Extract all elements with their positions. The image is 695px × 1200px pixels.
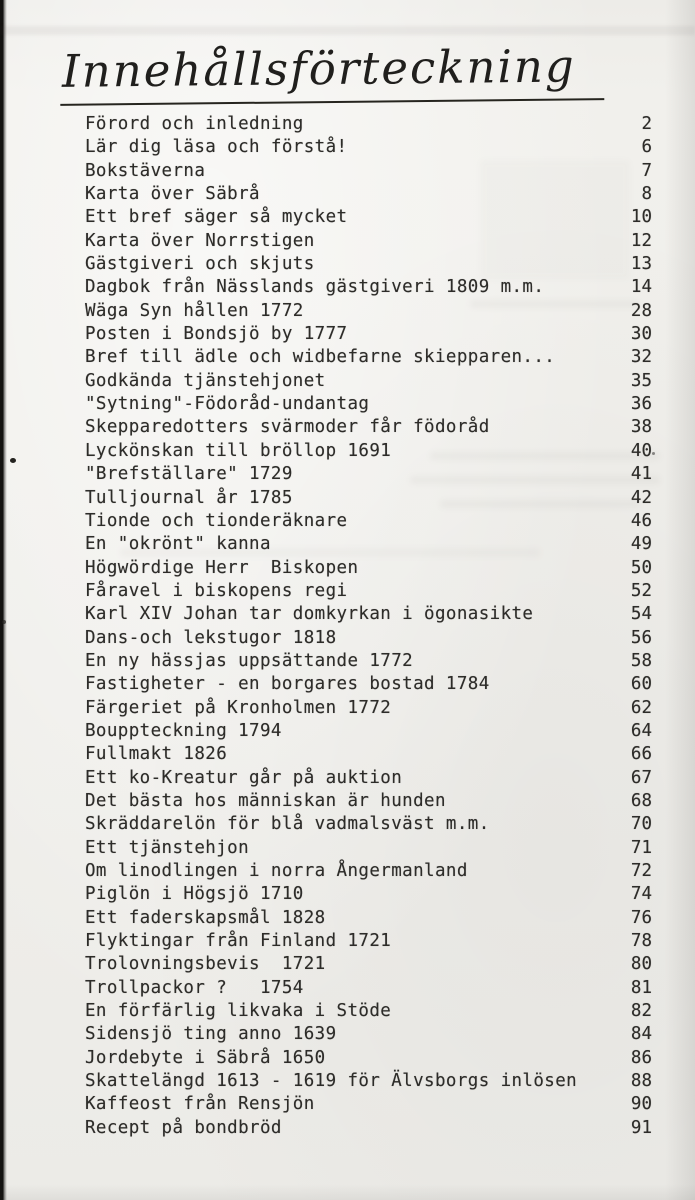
toc-entry-page-number: 64 — [630, 720, 652, 741]
toc-entry-row — [85, 510, 652, 533]
toc-entry-title: Fastigheter - en borgares bostad 1784 — [85, 674, 490, 695]
toc-entry-row — [85, 183, 652, 206]
toc-entry-title: Dagbok från Nässlands gästgiveri 1809 m.m. — [85, 277, 545, 298]
toc-entry-page-number: 46 — [630, 510, 652, 531]
toc-entry-page-number: 80 — [630, 954, 652, 975]
toc-entry-page-number: 86 — [630, 1047, 652, 1068]
toc-entry-row — [85, 487, 652, 510]
ink-speck — [2, 620, 6, 624]
toc-entry-title: Dans-och lekstugor 1818 — [85, 627, 337, 648]
toc-entry-title: En förfärlig likvaka i Stöde — [85, 1001, 392, 1022]
toc-entry-page-number: 66 — [630, 744, 652, 765]
toc-entry-title: Kaffeost från Rensjön — [85, 1094, 315, 1115]
toc-entry-page-number: 74 — [630, 884, 652, 905]
toc-entry-row — [85, 860, 652, 883]
toc-entry-title: Karta över Norrstigen — [85, 230, 315, 251]
toc-entry-row — [85, 743, 652, 766]
toc-entry-title: Tulljournal år 1785 — [85, 487, 293, 508]
toc-entry-title: Wäga Syn hållen 1772 — [85, 300, 304, 321]
toc-entry-title: Ett ko-Kreatur går på auktion — [85, 767, 403, 788]
toc-entry-title: Det bästa hos människan är hunden — [85, 790, 446, 811]
toc-entry-page-number: 10 — [630, 207, 652, 228]
toc-entry-title: Recept på bondbröd — [85, 1117, 282, 1138]
toc-entry-page-number: 41 — [630, 464, 652, 485]
toc-entry-title: Bokstäverna — [85, 160, 206, 181]
toc-entry-page-number: 70 — [630, 814, 652, 835]
toc-entry-row — [85, 160, 652, 183]
toc-entry-row — [85, 813, 652, 836]
toc-entry-title: Karl XIV Johan tar domkyrkan i ögonasikte — [85, 604, 534, 625]
toc-entry-page-number: 84 — [630, 1024, 652, 1045]
toc-entry-row — [85, 1000, 652, 1023]
toc-entry-row — [85, 603, 652, 626]
toc-entry-row — [85, 883, 652, 906]
toc-entry-page-number: 2 — [641, 114, 652, 134]
toc-entry-row — [85, 1023, 652, 1046]
toc-entry-title: Högwördige Herr Biskopen — [85, 557, 359, 578]
scan-edge-left — [0, 0, 7, 1200]
toc-entry-title: Skepparedotters svärmoder får födoråd — [85, 417, 490, 438]
toc-entry-page-number: 54 — [630, 604, 652, 625]
toc-entry-row — [85, 627, 652, 650]
toc-entry-row — [85, 323, 652, 346]
toc-entry-row — [85, 1117, 652, 1140]
toc-entry-title: Karta över Säbrå — [85, 184, 260, 205]
toc-entry-title: Tionde och tionderäknare — [85, 510, 348, 531]
toc-entry-page-number: 72 — [630, 861, 652, 881]
toc-entry-page-number: 32 — [630, 347, 652, 368]
toc-entry-page-number: 68 — [630, 790, 652, 811]
toc-entry-row — [85, 393, 652, 416]
toc-entry-title: Piglön i Högsjö 1710 — [85, 884, 304, 905]
toc-entry-row — [85, 650, 652, 673]
toc-entry-page-number: 90 — [630, 1094, 652, 1115]
toc-entry-page-number: 56 — [630, 627, 652, 648]
toc-entry-row — [85, 113, 652, 136]
toc-entry-title: Flyktingar från Finland 1721 — [85, 931, 392, 952]
toc-entry-page-number: 38 — [630, 417, 652, 438]
toc-entry-page-number: 81 — [630, 977, 652, 998]
toc-entry-title: Bouppteckning 1794 — [85, 720, 282, 741]
toc-entry-title: En "okrönt" kanna — [85, 534, 271, 555]
toc-entry-row — [85, 300, 652, 323]
toc-entry-page-number: 35 — [630, 370, 652, 391]
toc-entry-row — [85, 370, 652, 393]
toc-entry-title: Posten i Bondsjö by 1777 — [85, 324, 348, 345]
scan-edge-right — [665, 0, 695, 1200]
toc-entry-row — [85, 136, 652, 159]
toc-entry-row — [85, 837, 652, 860]
toc-entry-row — [85, 346, 652, 369]
toc-entry-title: Lär dig läsa och förstå! — [85, 137, 348, 158]
toc-entry-title: Jordebyte i Säbrå 1650 — [85, 1047, 326, 1068]
toc-entry-title: En ny hässjas uppsättande 1772 — [85, 650, 414, 671]
toc-entry-page-number: 8 — [641, 184, 652, 205]
toc-entry-title: Ett faderskapsmål 1828 — [85, 907, 326, 928]
toc-entry-row — [85, 673, 652, 696]
toc-entry-row — [85, 557, 652, 580]
toc-entry-page-number: 40 — [630, 440, 652, 461]
toc-entry-page-number: 6 — [641, 137, 652, 158]
scan-band-top — [0, 26, 695, 35]
toc-entry-row — [85, 253, 652, 276]
toc-entry-page-number: 14 — [630, 277, 652, 298]
toc-entry-row — [85, 953, 652, 976]
toc-entry-row — [85, 1070, 652, 1093]
toc-entry-row — [85, 720, 652, 743]
ink-speck — [652, 452, 655, 455]
toc-entry-page-number: 82 — [630, 1001, 652, 1022]
toc-entry-title: Om linodlingen i norra Ångermanland — [85, 861, 468, 881]
toc-entry-title: Bref till ädle och widbefarne skiepparen... — [85, 347, 556, 368]
toc-entry-row — [85, 790, 652, 813]
toc-entry-row — [85, 206, 652, 229]
page-title: Innehållsförteckning — [60, 39, 604, 106]
toc-entry-row — [85, 416, 652, 439]
ink-speck — [10, 458, 16, 463]
toc-entry-row — [85, 276, 652, 299]
toc-entry-row — [85, 230, 652, 253]
toc-entry-row — [85, 767, 652, 790]
toc-entry-page-number: 12 — [630, 230, 652, 251]
toc-entry-title: Skräddarelön för blå vadmalsväst m.m. — [85, 814, 490, 835]
toc-entry-title: Ett tjänstehjon — [85, 837, 250, 858]
toc-entry-title: Fåravel i biskopens regi — [85, 580, 348, 601]
toc-entry-title: Förord och inledning — [85, 114, 304, 134]
toc-entry-row — [85, 580, 652, 603]
toc-entry-title: Lyckönskan till bröllop 1691 — [85, 440, 392, 461]
toc-entry-page-number: 13 — [630, 254, 652, 275]
toc-entry-page-number: 58 — [630, 650, 652, 671]
toc-entry-title: Fullmakt 1826 — [85, 744, 228, 765]
toc-entry-row — [85, 977, 652, 1000]
toc-entry-row — [85, 463, 652, 486]
toc-entry-page-number: 76 — [630, 907, 652, 928]
toc-entry-title: Trolovningsbevis 1721 — [85, 954, 326, 975]
toc-entry-page-number: 42 — [630, 487, 652, 508]
toc-entry-row — [85, 533, 652, 556]
toc-entry-title: Gästgiveri och skjuts — [85, 254, 315, 275]
scan-edge-bottom — [0, 1184, 695, 1200]
toc-entry-page-number: 88 — [630, 1071, 652, 1092]
toc-entry-page-number: 67 — [630, 767, 652, 788]
toc-entry-title: Färgeriet på Kronholmen 1772 — [85, 697, 392, 718]
toc-entry-title: Godkända tjänstehjonet — [85, 370, 326, 391]
toc-entry-page-number: 71 — [630, 837, 652, 858]
toc-entry-row — [85, 907, 652, 930]
toc-entry-page-number: 52 — [630, 580, 652, 601]
toc-entry-page-number: 62 — [630, 697, 652, 718]
toc-list — [85, 113, 652, 1140]
toc-entry-row — [85, 440, 652, 463]
toc-entry-title: Ett bref säger så mycket — [85, 207, 348, 228]
toc-entry-page-number: 50 — [630, 557, 652, 578]
toc-entry-row — [85, 697, 652, 720]
toc-entry-page-number: 28 — [630, 300, 652, 321]
toc-entry-page-number: 78 — [630, 931, 652, 952]
toc-entry-page-number: 36 — [630, 394, 652, 415]
toc-entry-row — [85, 1047, 652, 1070]
toc-entry-page-number: 60 — [630, 674, 652, 695]
toc-entry-title: Sidensjö ting anno 1639 — [85, 1024, 337, 1045]
toc-entry-page-number: 49 — [630, 534, 652, 555]
toc-entry-title: "Brefställare" 1729 — [85, 464, 293, 485]
toc-entry-page-number: 30 — [630, 324, 652, 345]
toc-entry-row — [85, 930, 652, 953]
toc-entry-title: Skattelängd 1613 - 1619 för Älvsborgs inlösen — [85, 1071, 578, 1092]
toc-entry-page-number: 7 — [641, 160, 652, 181]
toc-entry-page-number: 91 — [630, 1117, 652, 1138]
toc-entry-title: "Sytning"-Födoråd-undantag — [85, 394, 370, 415]
toc-entry-row — [85, 1093, 652, 1116]
toc-entry-title: Trollpackor ? 1754 — [85, 977, 304, 998]
